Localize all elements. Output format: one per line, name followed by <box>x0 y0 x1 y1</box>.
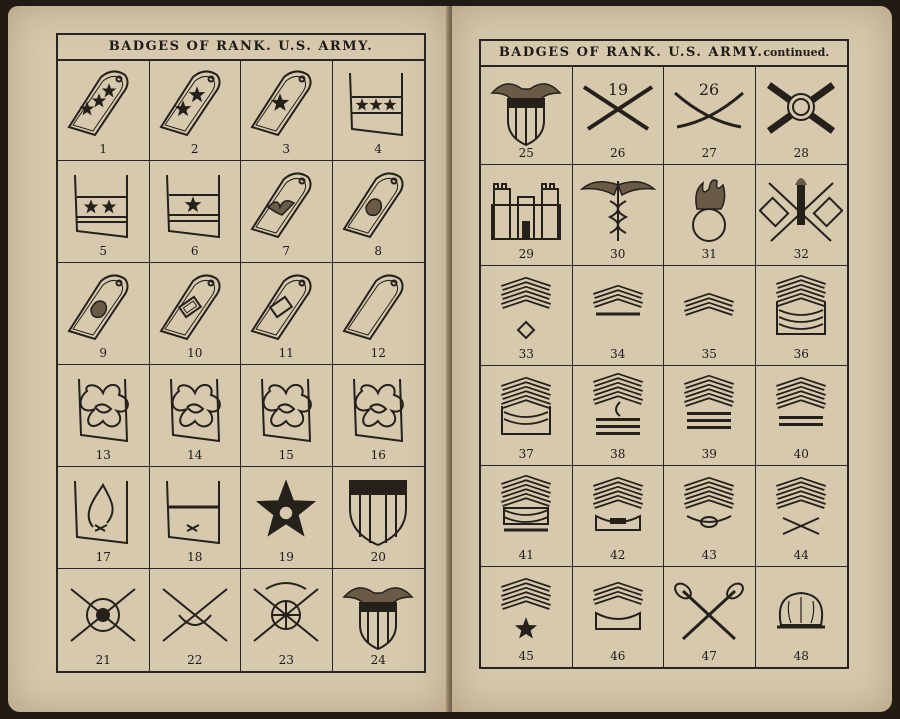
eagle-shield-icon <box>336 575 420 651</box>
chevrons-two-icon <box>576 272 660 348</box>
title-main: BADGES OF RANK. U.S. ARMY. <box>498 45 764 60</box>
badge-cell <box>241 569 333 671</box>
badge-cell <box>573 466 665 566</box>
shoulder-strap-three-stars-icon <box>61 65 145 141</box>
badge-number: 45 <box>518 649 534 663</box>
eagle-shield-icon <box>484 71 568 147</box>
crossed-shovels-icon <box>667 573 751 649</box>
badge-number: 9 <box>99 346 108 360</box>
badge-cell <box>150 161 242 263</box>
badge-number: 33 <box>518 347 534 361</box>
badge-number: 4 <box>374 142 383 156</box>
chevrons-three-arc-small-icon <box>576 573 660 649</box>
badge-number: 36 <box>793 347 809 361</box>
badge-number: 16 <box>370 448 386 462</box>
badge-cell <box>241 263 333 365</box>
badge-cell <box>333 467 425 569</box>
crossed-sword-pen-icon <box>153 575 237 651</box>
badge-cell <box>756 366 848 466</box>
badge-cell <box>664 65 756 165</box>
badge-number: 48 <box>793 649 809 663</box>
sleeve-braid-knot-icon <box>336 371 420 447</box>
chevrons-three-arc-icon <box>484 372 568 448</box>
shoulder-strap-plain-icon <box>336 269 420 345</box>
badge-cell <box>481 65 573 165</box>
wheel-crossed-key-sword-icon <box>244 575 328 651</box>
sleeve-one-star-icon <box>153 167 237 243</box>
svg-text:26: 26 <box>699 80 720 99</box>
badge-cell <box>573 366 665 466</box>
shoulder-strap-one-star-icon <box>244 65 328 141</box>
chevrons-three-bar-icon <box>759 372 843 448</box>
shoulder-strap-leaf-icon <box>336 167 420 243</box>
sleeve-two-stars-icon <box>61 167 145 243</box>
badge-number: 6 <box>190 244 199 258</box>
crossed-cannons-icon <box>759 71 843 147</box>
flaming-bomb-icon <box>667 171 751 247</box>
title-suffix: continued. <box>763 46 830 59</box>
badge-cell <box>664 466 756 566</box>
badge-cell <box>756 266 848 366</box>
badge-cell <box>58 161 150 263</box>
badge-number: 22 <box>187 653 203 667</box>
badge-number: 35 <box>701 347 717 361</box>
chevrons-three-bars-icon <box>667 372 751 448</box>
badge-number: 31 <box>701 246 717 261</box>
badge-cell <box>333 161 425 263</box>
badge-number: 11 <box>278 346 294 360</box>
badge-cell <box>573 65 665 165</box>
chevrons-three-lozenge-icon <box>484 272 568 348</box>
badge-number: 43 <box>701 547 717 562</box>
svg-text:19: 19 <box>607 80 628 99</box>
badge-number: 21 <box>95 653 111 667</box>
badge-cell <box>664 567 756 667</box>
badge-number: 44 <box>793 547 809 562</box>
badge-number: 18 <box>187 550 203 564</box>
shoulder-strap-two-stars-icon <box>153 65 237 141</box>
badge-number: 30 <box>610 246 626 261</box>
badge-cell <box>481 366 573 466</box>
sleeve-braid-knot-icon <box>61 371 145 447</box>
badge-number: 13 <box>95 448 111 462</box>
badge-cell <box>150 365 242 467</box>
badge-number: 27 <box>701 146 717 161</box>
badge-cell <box>481 165 573 265</box>
badge-number: 2 <box>190 142 199 156</box>
left-table <box>56 33 426 673</box>
badge-number: 12 <box>370 346 386 360</box>
badge-number: 25 <box>518 146 534 161</box>
badge-cell <box>481 567 573 667</box>
sleeve-braid-knot-icon <box>244 371 328 447</box>
badge-cell <box>150 569 242 671</box>
sleeve-braid-knot-icon <box>153 371 237 447</box>
crossed-sword-pen-wreath-icon <box>61 575 145 651</box>
shield-icon <box>336 473 420 549</box>
badge-cell <box>756 466 848 566</box>
badge-cell <box>481 466 573 566</box>
badge-cell <box>333 569 425 671</box>
badge-number: 20 <box>370 550 386 564</box>
badge-number: 24 <box>370 653 386 667</box>
badge-cell <box>756 567 848 667</box>
chevrons-three-arc-device-icon <box>576 472 660 548</box>
badge-number: 17 <box>95 550 111 564</box>
badge-grid <box>58 59 424 671</box>
badge-cell <box>333 365 425 467</box>
chevrons-three-arcs-icon <box>759 272 843 348</box>
badge-number: 3 <box>282 142 291 156</box>
badge-number: 23 <box>278 653 294 667</box>
badge-cell <box>333 59 425 161</box>
badge-cell <box>58 569 150 671</box>
shell-icon <box>759 573 843 649</box>
badge-cell <box>58 59 150 161</box>
shoulder-strap-eagle-icon <box>244 167 328 243</box>
badge-number: 37 <box>518 447 534 462</box>
chevrons-three-bars-crescent-icon <box>576 372 660 448</box>
badge-number: 5 <box>99 244 108 258</box>
badge-number: 10 <box>187 346 203 360</box>
badge-number: 29 <box>518 246 534 261</box>
badge-cell <box>150 263 242 365</box>
left-page <box>8 6 448 712</box>
shoulder-strap-leaf-icon <box>61 269 145 345</box>
badge-cell <box>756 165 848 265</box>
chevrons-two-small-icon <box>667 272 751 348</box>
badge-number: 14 <box>187 448 203 462</box>
badge-cell <box>664 366 756 466</box>
badge-cell <box>333 263 425 365</box>
right-page <box>452 6 892 712</box>
page-title: BADGES OF RANK. U.S. ARMY. <box>58 35 424 61</box>
badge-number: 8 <box>374 244 383 258</box>
badge-cell <box>58 365 150 467</box>
chevrons-three-star-icon <box>484 573 568 649</box>
badge-cell <box>241 467 333 569</box>
badge-cell <box>58 263 150 365</box>
chevrons-three-crossed-icon <box>759 472 843 548</box>
badge-cell <box>573 567 665 667</box>
badge-number: 46 <box>610 649 626 663</box>
badge-cell <box>573 266 665 366</box>
badge-cell <box>241 161 333 263</box>
badge-cell <box>58 467 150 569</box>
badge-number: 19 <box>278 550 294 564</box>
sleeve-three-stars-icon <box>336 65 420 141</box>
badge-number: 32 <box>793 246 809 261</box>
castle-icon <box>484 171 568 247</box>
badge-cell <box>150 467 242 569</box>
badge-number: 15 <box>278 448 294 462</box>
sleeve-braid-single-icon <box>61 473 145 549</box>
crossed-sabers-icon <box>667 71 751 147</box>
badge-number: 38 <box>610 447 626 462</box>
caduceus-icon <box>576 171 660 247</box>
badge-cell <box>241 365 333 467</box>
badge-cell <box>664 165 756 265</box>
badge-cell <box>241 59 333 161</box>
badge-cell <box>664 266 756 366</box>
badge-number: 39 <box>701 447 717 462</box>
badge-number: 40 <box>793 447 809 462</box>
badge-cell <box>481 266 573 366</box>
shoulder-strap-one-bar-icon <box>244 269 328 345</box>
crossed-rifles-icon <box>576 71 660 147</box>
sleeve-band-icon <box>153 473 237 549</box>
badge-number: 26 <box>610 146 626 161</box>
chevrons-three-device-icon <box>667 472 751 548</box>
badge-cell <box>756 65 848 165</box>
badge-number: 41 <box>518 547 534 562</box>
star-wreath-icon <box>244 473 328 549</box>
crossed-flags-torch-icon <box>759 171 843 247</box>
badge-number: 7 <box>282 244 291 258</box>
shoulder-strap-two-bars-icon <box>153 269 237 345</box>
right-table <box>479 39 849 669</box>
badge-number: 28 <box>793 146 809 161</box>
badge-number: 47 <box>701 649 717 663</box>
badge-cell <box>150 59 242 161</box>
badge-grid <box>481 65 847 667</box>
badge-number: 1 <box>99 142 108 156</box>
badge-cell <box>573 165 665 265</box>
chevrons-three-arcs-device-icon <box>484 472 568 548</box>
badge-number: 34 <box>610 347 626 361</box>
page-title <box>481 41 847 67</box>
badge-number: 42 <box>610 547 626 562</box>
